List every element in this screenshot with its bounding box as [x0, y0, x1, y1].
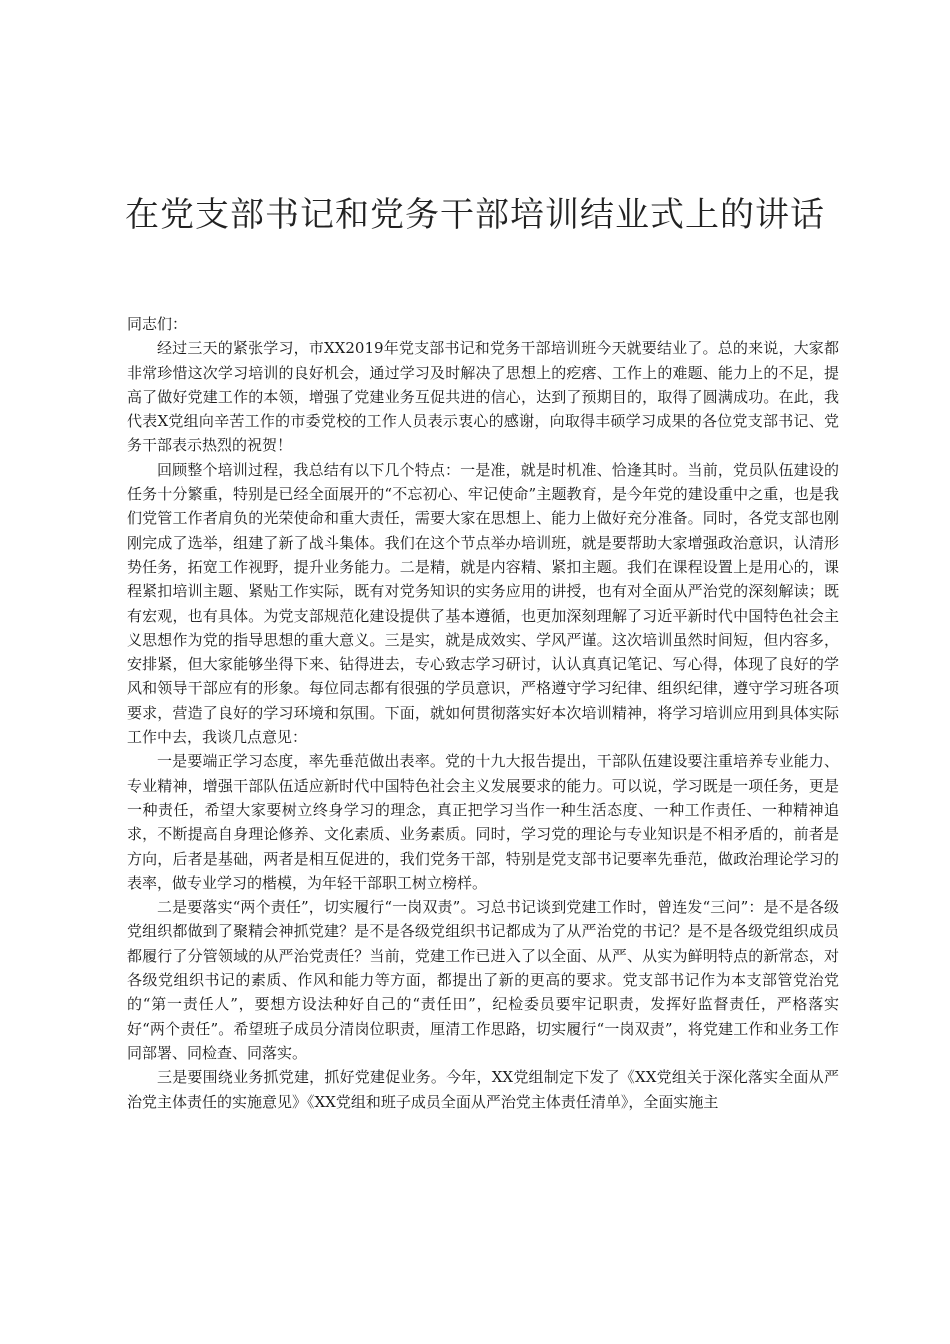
- paragraph-review: 回顾整个培训过程，我总结有以下几个特点：一是准，就是时机准、恰逢其时。当前，党员队伍建设的任务十分繁重，特别是已经全面展开的“不忘初心、牢记使命”主题教育，是今年党的建设重中之重，也是我们党管工作者肩负的光荣使命和重大责任，需要大家在思想上、能力上做好充分准备。同时，各党支部也刚刚完成了选举，组建了新了战斗集体。我们在这个节点举办培训班，就是要帮助大家增强政治意识，认清形势任务，拓宽工作视野，提升业务能力。二是精，就是内容精、紧扣主题。我们在课程设置上是用心的，课程紧扣培训主题、紧贴工作实际，既有对党务知识的实务应用的讲授，也有对全面从严治党的深刻解读；既有宏观，也有具体。为党支部规范化建设提供了基本遵循，也更加深刻理解了习近平新时代中国特色社会主义思想作为党的指导思想的重大意义。三是实，就是成效实、学风严谨。这次培训虽然时间短，但内容多，安排紧，但大家能够坐得下来、钻得进去，专心致志学习研讨，认认真真记笔记、写心得，体现了良好的学风和领导干部应有的形象。每位同志都有很强的学员意识，严格遵守学习纪律、组织纪律，遵守学习班各项要求，营造了良好的学习环境和氛围。下面，就如何贯彻落实好本次培训精神，将学习培训应用到具体实际工作中去，我谈几点意见：: [127, 460, 839, 747]
- salutation: 同志们：: [127, 315, 188, 333]
- document-title: 在党支部书记和党务干部培训结业式上的讲话: [125, 195, 825, 235]
- paragraph-point-one: 一是要端正学习态度，率先垂范做出表率。党的十九大报告提出，干部队伍建设要注重培养专业能力、专业精神，增强干部队伍适应新时代中国特色社会主义发展要求的能力。可以说，学习既是一项任务，更是一种责任，希望大家要树立终身学习的理念，真正把学习当作一种生活态度、一种工作责任、一种精神追求，不断提高自身理论修养、文化素质、业务素质。同时，学习党的理论与专业知识是不相矛盾的，前者是方向，后者是基础，两者是相互促进的，我们党务干部，特别是党支部书记要率先垂范，做政治理论学习的表率，做专业学习的楷模，为年轻干部职工树立榜样。: [127, 752, 839, 892]
- paragraph-opening: 经过三天的紧张学习，市XX2019年党支部书记和党务干部培训班今天就要结业了。总的来说，大家都非常珍惜这次学习培训的良好机会，通过学习及时解决了思想上的疙瘩、工作上的难题、能力上的不足，提高了做好党建工作的本领，增强了党建业务互促共进的信心，达到了预期目的，取得了圆满成功。在此，我代表X党组向辛苦工作的市委党校的工作人员表示衷心的感谢，向取得丰硕学习成果的各位党支部书记、党务干部表示热烈的祝贺！: [127, 339, 839, 455]
- paragraph-point-two: 二是要落实“两个责任”，切实履行“一岗双责”。习总书记谈到党建工作时，曾连发“三问”：是不是各级党组织都做到了聚精会神抓党建？是不是各级党组织书记都成为了从严治党的书记？是不是各级党组织成员都履行了分管领域的从严治党责任？当前，党建工作已进入了以全面、从严、从实为鲜明特点的新常态，对各级党组织书记的素质、作风和能力等方面，都提出了新的更高的要求。党支部书记作为本支部管党治党的“第一责任人”，要想方设法种好自己的“责任田”，纪检委员要牢记职责，发挥好监督责任，严格落实好“两个责任”。希望班子成员分清岗位职责，厘清工作思路，切实履行“一岗双责”，将党建工作和业务工作同部署、同检查、同落实。: [127, 898, 839, 1062]
- document-body: [127, 312, 839, 1114]
- paragraph-point-three: 三是要围绕业务抓党建，抓好党建促业务。今年，XX党组制定下发了《XX党组关于深化落实全面从严治党主体责任的实施意见》《XX党组和班子成员全面从严治党主体责任清单》，全面实施主: [127, 1068, 839, 1111]
